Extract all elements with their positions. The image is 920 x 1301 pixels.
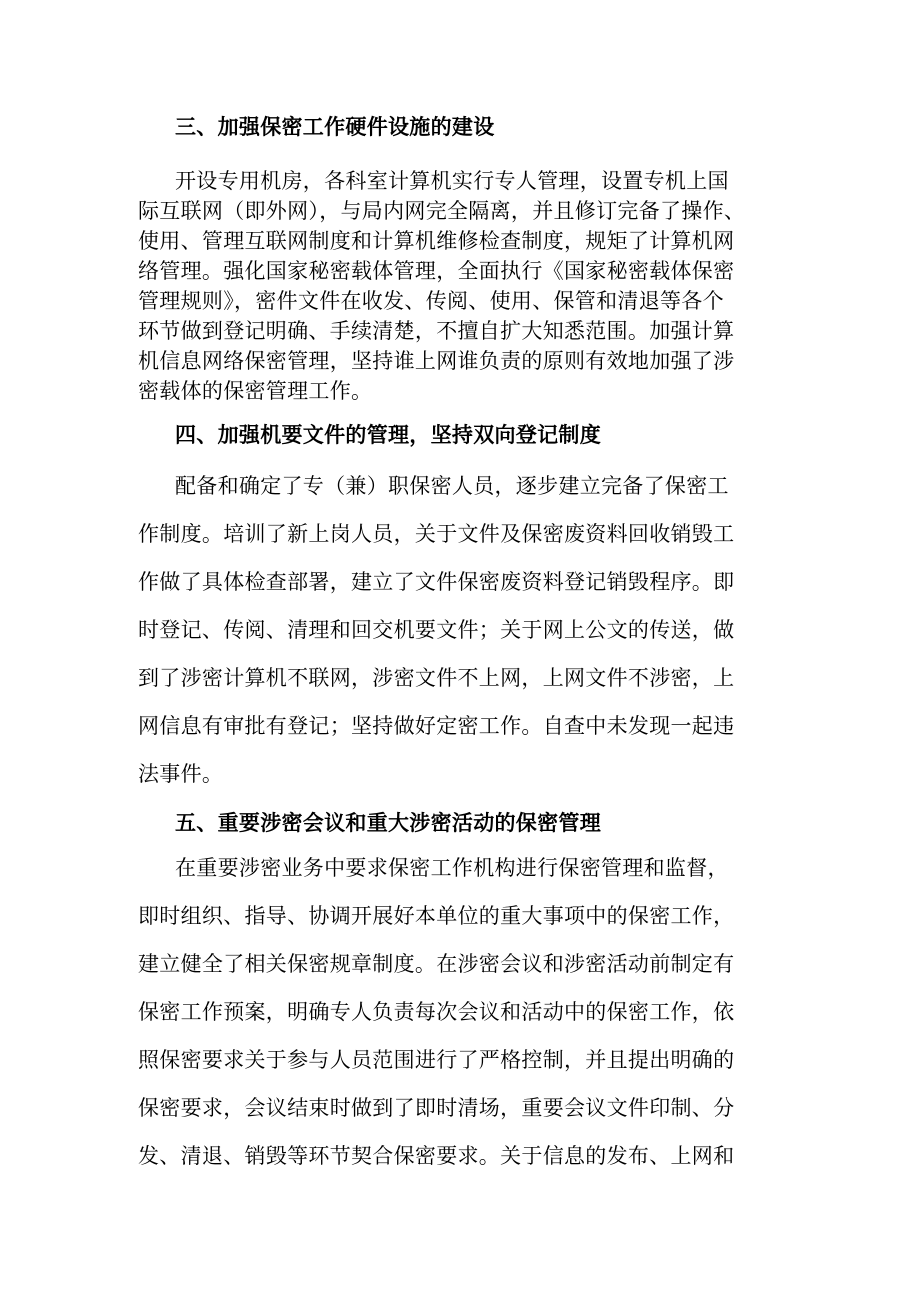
paragraph-line: 建立健全了相关保密规章制度。在涉密会议和涉密活动前制定有	[138, 952, 735, 976]
paragraph-line: 机信息网络保密管理，坚持谁上网谁负责的原则有效地加强了涉	[138, 349, 735, 373]
paragraph-line: 时登记、传阅、清理和回交机要文件；关于网上公文的传送，做	[138, 618, 735, 642]
paragraph-line: 使用、管理互联网制度和计算机维修检查制度，规矩了计算机网	[138, 229, 735, 253]
section-3-paragraph	[138, 166, 790, 406]
paragraph-line: 网信息有审批有登记；坚持做好定密工作。自查中未发现一起违	[138, 714, 735, 738]
paragraph-line: 管理规则》，密件文件在收发、传阅、使用、保管和清退等各个	[138, 289, 724, 313]
paragraph-line: 法事件。	[138, 762, 224, 786]
paragraph-line: 保密工作预案，明确专人负责每次会议和活动中的保密工作，依	[138, 1000, 735, 1024]
paragraph-line: 开设专用机房，各科室计算机实行专人管理，设置专机上国	[175, 169, 729, 193]
paragraph-line: 环节做到登记明确、手续清楚，不擅自扩大知悉范围。加强计算	[138, 319, 735, 343]
section-4-heading: 四、加强机要文件的管理，坚持双向登记制度	[175, 423, 601, 447]
paragraph-line: 密载体的保密管理工作。	[138, 379, 373, 403]
paragraph-line: 照保密要求关于参与人员范围进行了严格控制，并且提出明确的	[138, 1048, 735, 1072]
paragraph-line: 作制度。培训了新上岗人员，关于文件及保密废资料回收销毁工	[138, 522, 735, 546]
paragraph-line: 到了涉密计算机不联网，涉密文件不上网，上网文件不涉密，上	[138, 666, 735, 690]
section-3-heading: 三、加强保密工作硬件设施的建设	[175, 115, 495, 139]
paragraph-line: 络管理。强化国家秘密载体管理，全面执行《国家秘密载体保密	[138, 259, 735, 283]
paragraph-line: 际互联网（即外网），与局内网完全隔离，并且修订完备了操作、	[138, 199, 746, 223]
section-4-paragraph	[138, 462, 790, 798]
paragraph-line: 配备和确定了专（兼）职保密人员，逐步建立完备了保密工	[175, 474, 729, 498]
section-5-paragraph	[138, 844, 790, 1180]
paragraph-line: 发、清退、销毁等环节契合保密要求。关于信息的发布、上网和	[138, 1144, 735, 1168]
paragraph-line: 保密要求，会议结束时做到了即时清场，重要会议文件印制、分	[138, 1096, 735, 1120]
paragraph-line: 在重要涉密业务中要求保密工作机构进行保密管理和监督，	[175, 856, 729, 880]
paragraph-line: 作做了具体检查部署，建立了文件保密废资料登记销毁程序。即	[138, 570, 735, 594]
paragraph-line: 即时组织、指导、协调开展好本单位的重大事项中的保密工作，	[138, 904, 735, 928]
section-5-heading: 五、重要涉密会议和重大涉密活动的保密管理	[175, 811, 601, 835]
